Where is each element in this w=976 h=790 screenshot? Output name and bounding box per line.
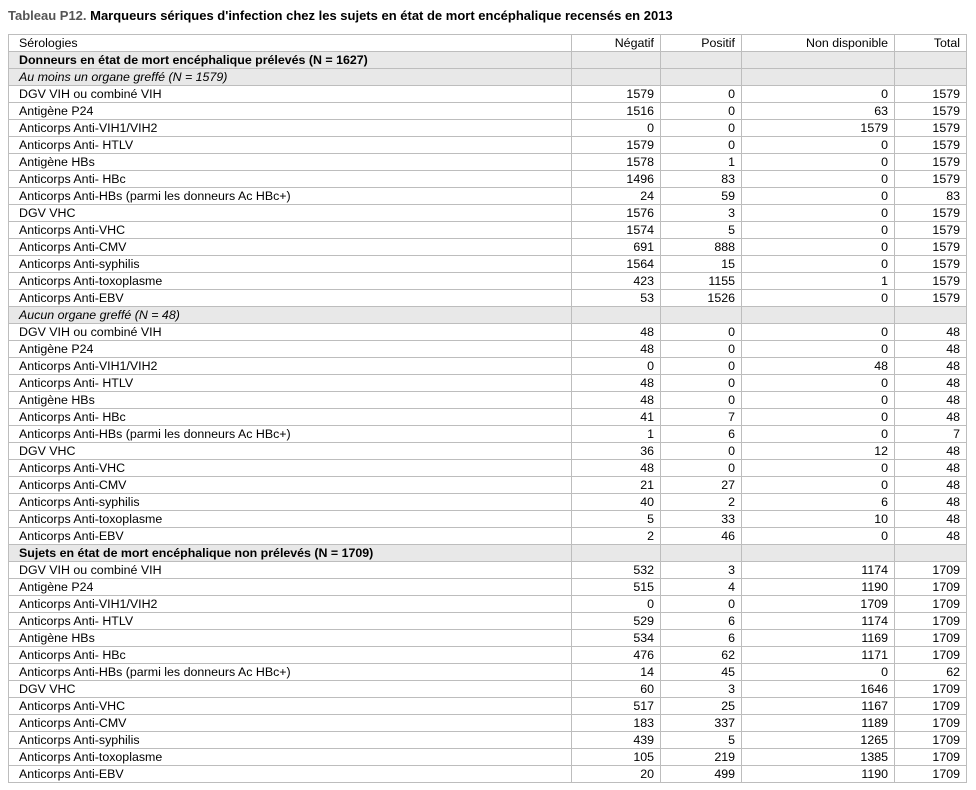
cell-total: 1709: [895, 630, 967, 647]
cell-total: 1709: [895, 749, 967, 766]
cell-non-disponible: 0: [742, 188, 895, 205]
table-row: [9, 137, 967, 154]
cell-negatif: 1579: [572, 86, 661, 103]
cell-non-disponible: 0: [742, 392, 895, 409]
row-label: Antigène HBs: [9, 154, 572, 171]
cell-non-disponible: 0: [742, 239, 895, 256]
row-label: Anticorps Anti-EBV: [9, 528, 572, 545]
cell-positif: 0: [661, 137, 742, 154]
table-row: [9, 239, 967, 256]
cell-non-disponible: 0: [742, 205, 895, 222]
empty-cell: [661, 307, 742, 324]
table-row: [9, 256, 967, 273]
row-label: DGV VHC: [9, 681, 572, 698]
cell-negatif: 515: [572, 579, 661, 596]
cell-non-disponible: 0: [742, 256, 895, 273]
cell-negatif: 41: [572, 409, 661, 426]
cell-total: 48: [895, 443, 967, 460]
section-row: [9, 545, 967, 562]
cell-total: 1579: [895, 86, 967, 103]
cell-non-disponible: 1189: [742, 715, 895, 732]
table-row: [9, 749, 967, 766]
table-row: [9, 443, 967, 460]
row-label: Anticorps Anti-HBs (parmi les donneurs Ac HBc+): [9, 188, 572, 205]
cell-total: 1709: [895, 596, 967, 613]
row-label: Anticorps Anti-VHC: [9, 460, 572, 477]
cell-negatif: 53: [572, 290, 661, 307]
row-label: Anticorps Anti- HBc: [9, 409, 572, 426]
table-row: [9, 86, 967, 103]
cell-positif: 0: [661, 460, 742, 477]
section-label: Sujets en état de mort encéphalique non prélevés (N = 1709): [9, 545, 572, 562]
cell-positif: 27: [661, 477, 742, 494]
cell-negatif: 534: [572, 630, 661, 647]
row-label: Anticorps Anti-VHC: [9, 698, 572, 715]
header-cell-total: Total: [895, 35, 967, 52]
empty-cell: [572, 307, 661, 324]
cell-total: 1709: [895, 647, 967, 664]
cell-negatif: 1496: [572, 171, 661, 188]
row-label: DGV VIH ou combiné VIH: [9, 562, 572, 579]
cell-non-disponible: 1174: [742, 562, 895, 579]
cell-total: 48: [895, 358, 967, 375]
table-row: [9, 154, 967, 171]
serology-table: [8, 34, 967, 783]
cell-total: 1579: [895, 120, 967, 137]
cell-total: 48: [895, 494, 967, 511]
table-row: [9, 613, 967, 630]
table-row: [9, 358, 967, 375]
table-row: [9, 766, 967, 783]
empty-cell: [572, 545, 661, 562]
cell-negatif: 1579: [572, 137, 661, 154]
header-row: [9, 35, 967, 52]
empty-cell: [895, 52, 967, 69]
row-label: Anticorps Anti-VIH1/VIH2: [9, 596, 572, 613]
cell-positif: 219: [661, 749, 742, 766]
cell-negatif: 1576: [572, 205, 661, 222]
cell-positif: 1526: [661, 290, 742, 307]
cell-negatif: 0: [572, 596, 661, 613]
row-label: Anticorps Anti- HBc: [9, 171, 572, 188]
table-row: [9, 409, 967, 426]
row-label: Antigène P24: [9, 341, 572, 358]
table-row: [9, 664, 967, 681]
cell-non-disponible: 63: [742, 103, 895, 120]
cell-negatif: 1: [572, 426, 661, 443]
row-label: Anticorps Anti-HBs (parmi les donneurs Ac HBc+): [9, 664, 572, 681]
cell-non-disponible: 1169: [742, 630, 895, 647]
row-label: Anticorps Anti-syphilis: [9, 256, 572, 273]
table-row: [9, 698, 967, 715]
cell-positif: 0: [661, 392, 742, 409]
section-label: Donneurs en état de mort encéphalique prélevés (N = 1627): [9, 52, 572, 69]
row-label: Anticorps Anti-toxoplasme: [9, 749, 572, 766]
cell-positif: 888: [661, 239, 742, 256]
cell-non-disponible: 1174: [742, 613, 895, 630]
table-title: [8, 8, 673, 23]
table-row: [9, 273, 967, 290]
table-row: [9, 630, 967, 647]
empty-cell: [742, 52, 895, 69]
cell-non-disponible: 0: [742, 154, 895, 171]
cell-negatif: 1516: [572, 103, 661, 120]
cell-total: 62: [895, 664, 967, 681]
cell-non-disponible: 0: [742, 528, 895, 545]
cell-non-disponible: 1: [742, 273, 895, 290]
cell-negatif: 476: [572, 647, 661, 664]
row-label: Anticorps Anti-EBV: [9, 766, 572, 783]
cell-negatif: 60: [572, 681, 661, 698]
cell-negatif: 0: [572, 120, 661, 137]
row-label: DGV VHC: [9, 205, 572, 222]
cell-non-disponible: 10: [742, 511, 895, 528]
table-row: [9, 375, 967, 392]
cell-positif: 0: [661, 120, 742, 137]
cell-negatif: 0: [572, 358, 661, 375]
row-label: Anticorps Anti-VHC: [9, 222, 572, 239]
cell-non-disponible: 1171: [742, 647, 895, 664]
cell-total: 1579: [895, 256, 967, 273]
cell-negatif: 183: [572, 715, 661, 732]
cell-non-disponible: 1646: [742, 681, 895, 698]
cell-total: 7: [895, 426, 967, 443]
cell-positif: 83: [661, 171, 742, 188]
cell-non-disponible: 12: [742, 443, 895, 460]
cell-positif: 5: [661, 732, 742, 749]
cell-total: 48: [895, 409, 967, 426]
cell-non-disponible: 0: [742, 324, 895, 341]
table-row: [9, 103, 967, 120]
cell-negatif: 691: [572, 239, 661, 256]
row-label: DGV VIH ou combiné VIH: [9, 324, 572, 341]
cell-negatif: 40: [572, 494, 661, 511]
table-row: [9, 494, 967, 511]
row-label: DGV VIH ou combiné VIH: [9, 86, 572, 103]
cell-positif: 0: [661, 103, 742, 120]
cell-positif: 499: [661, 766, 742, 783]
cell-non-disponible: 1709: [742, 596, 895, 613]
cell-non-disponible: 48: [742, 358, 895, 375]
cell-positif: 33: [661, 511, 742, 528]
cell-negatif: 14: [572, 664, 661, 681]
cell-positif: 3: [661, 681, 742, 698]
cell-total: 1579: [895, 239, 967, 256]
empty-cell: [572, 69, 661, 86]
cell-non-disponible: 0: [742, 290, 895, 307]
table-row: [9, 681, 967, 698]
cell-total: 1709: [895, 732, 967, 749]
cell-total: 48: [895, 511, 967, 528]
cell-total: 48: [895, 324, 967, 341]
cell-positif: 0: [661, 341, 742, 358]
row-label: Antigène HBs: [9, 392, 572, 409]
cell-negatif: 517: [572, 698, 661, 715]
cell-total: 1579: [895, 273, 967, 290]
empty-cell: [742, 545, 895, 562]
table-row: [9, 732, 967, 749]
empty-cell: [742, 307, 895, 324]
table-row: [9, 477, 967, 494]
cell-total: 1709: [895, 579, 967, 596]
row-label: Anticorps Anti-CMV: [9, 239, 572, 256]
cell-positif: 7: [661, 409, 742, 426]
row-label: Anticorps Anti- HBc: [9, 647, 572, 664]
cell-non-disponible: 6: [742, 494, 895, 511]
header-cell-positif: Positif: [661, 35, 742, 52]
header-cell-non-disponible: Non disponible: [742, 35, 895, 52]
cell-positif: 15: [661, 256, 742, 273]
row-label: Anticorps Anti-CMV: [9, 715, 572, 732]
cell-negatif: 48: [572, 341, 661, 358]
cell-positif: 25: [661, 698, 742, 715]
cell-positif: 3: [661, 205, 742, 222]
table-row: [9, 511, 967, 528]
table-caption: Marqueurs sériques d'infection chez les sujets en état de mort encéphalique recensés en 2013: [86, 8, 673, 23]
cell-negatif: 48: [572, 375, 661, 392]
cell-total: 83: [895, 188, 967, 205]
table-row: [9, 341, 967, 358]
cell-negatif: 24: [572, 188, 661, 205]
cell-total: 1709: [895, 698, 967, 715]
row-label: Anticorps Anti-EBV: [9, 290, 572, 307]
empty-cell: [572, 52, 661, 69]
row-label: Anticorps Anti- HTLV: [9, 137, 572, 154]
row-label: Anticorps Anti-VIH1/VIH2: [9, 358, 572, 375]
cell-non-disponible: 0: [742, 477, 895, 494]
cell-positif: 337: [661, 715, 742, 732]
section-row: [9, 52, 967, 69]
subsection-row: [9, 69, 967, 86]
cell-negatif: 529: [572, 613, 661, 630]
cell-positif: 5: [661, 222, 742, 239]
cell-negatif: 36: [572, 443, 661, 460]
cell-negatif: 20: [572, 766, 661, 783]
cell-positif: 0: [661, 324, 742, 341]
subsection-row: [9, 307, 967, 324]
cell-total: 48: [895, 460, 967, 477]
cell-total: 1579: [895, 137, 967, 154]
empty-cell: [895, 545, 967, 562]
cell-total: 48: [895, 392, 967, 409]
cell-negatif: 105: [572, 749, 661, 766]
table-row: [9, 460, 967, 477]
row-label: Anticorps Anti-HBs (parmi les donneurs Ac HBc+): [9, 426, 572, 443]
cell-total: 1709: [895, 766, 967, 783]
cell-negatif: 439: [572, 732, 661, 749]
cell-total: 1579: [895, 290, 967, 307]
empty-cell: [661, 52, 742, 69]
cell-total: 1579: [895, 171, 967, 188]
cell-non-disponible: 0: [742, 222, 895, 239]
cell-total: 1579: [895, 103, 967, 120]
table-row: [9, 579, 967, 596]
cell-non-disponible: 0: [742, 137, 895, 154]
cell-non-disponible: 1190: [742, 766, 895, 783]
cell-total: 48: [895, 528, 967, 545]
table-row: [9, 426, 967, 443]
cell-total: 48: [895, 477, 967, 494]
empty-cell: [895, 307, 967, 324]
cell-positif: 1: [661, 154, 742, 171]
row-label: Anticorps Anti-syphilis: [9, 732, 572, 749]
cell-positif: 2: [661, 494, 742, 511]
empty-cell: [895, 69, 967, 86]
table-row: [9, 562, 967, 579]
cell-non-disponible: 0: [742, 460, 895, 477]
empty-cell: [661, 69, 742, 86]
cell-total: 48: [895, 375, 967, 392]
cell-non-disponible: 0: [742, 426, 895, 443]
cell-total: 1579: [895, 154, 967, 171]
cell-positif: 46: [661, 528, 742, 545]
cell-negatif: 48: [572, 392, 661, 409]
table-row: [9, 715, 967, 732]
row-label: DGV VHC: [9, 443, 572, 460]
cell-positif: 6: [661, 613, 742, 630]
cell-non-disponible: 0: [742, 171, 895, 188]
row-label: Anticorps Anti- HTLV: [9, 613, 572, 630]
empty-cell: [742, 69, 895, 86]
cell-positif: 6: [661, 426, 742, 443]
row-label: Anticorps Anti-VIH1/VIH2: [9, 120, 572, 137]
cell-non-disponible: 1579: [742, 120, 895, 137]
table-row: [9, 120, 967, 137]
cell-positif: 45: [661, 664, 742, 681]
cell-positif: 59: [661, 188, 742, 205]
cell-positif: 1155: [661, 273, 742, 290]
cell-total: 1579: [895, 205, 967, 222]
cell-positif: 3: [661, 562, 742, 579]
cell-positif: 62: [661, 647, 742, 664]
cell-negatif: 48: [572, 324, 661, 341]
cell-non-disponible: 1385: [742, 749, 895, 766]
table-row: [9, 324, 967, 341]
subsection-label: Au moins un organe greffé (N = 1579): [9, 69, 572, 86]
table-number: Tableau P12.: [8, 8, 87, 23]
cell-total: 1709: [895, 613, 967, 630]
table-row: [9, 205, 967, 222]
cell-positif: 4: [661, 579, 742, 596]
cell-negatif: 1574: [572, 222, 661, 239]
row-label: Anticorps Anti- HTLV: [9, 375, 572, 392]
row-label: Anticorps Anti-toxoplasme: [9, 273, 572, 290]
cell-negatif: 21: [572, 477, 661, 494]
cell-non-disponible: 1167: [742, 698, 895, 715]
row-label: Anticorps Anti-CMV: [9, 477, 572, 494]
cell-negatif: 532: [572, 562, 661, 579]
cell-positif: 0: [661, 358, 742, 375]
row-label: Anticorps Anti-syphilis: [9, 494, 572, 511]
row-label: Antigène P24: [9, 579, 572, 596]
cell-negatif: 48: [572, 460, 661, 477]
cell-total: 1709: [895, 681, 967, 698]
cell-total: 48: [895, 341, 967, 358]
cell-non-disponible: 0: [742, 341, 895, 358]
header-cell-negatif: Négatif: [572, 35, 661, 52]
cell-positif: 0: [661, 86, 742, 103]
table-row: [9, 528, 967, 545]
table-row: [9, 188, 967, 205]
cell-non-disponible: 1265: [742, 732, 895, 749]
cell-total: 1579: [895, 222, 967, 239]
subsection-label: Aucun organe greffé (N = 48): [9, 307, 572, 324]
cell-non-disponible: 0: [742, 375, 895, 392]
cell-total: 1709: [895, 562, 967, 579]
cell-non-disponible: 0: [742, 86, 895, 103]
row-label: Antigène HBs: [9, 630, 572, 647]
cell-positif: 0: [661, 596, 742, 613]
cell-positif: 0: [661, 443, 742, 460]
cell-non-disponible: 0: [742, 409, 895, 426]
cell-total: 1709: [895, 715, 967, 732]
table-row: [9, 290, 967, 307]
table-row: [9, 392, 967, 409]
cell-negatif: 1564: [572, 256, 661, 273]
cell-negatif: 1578: [572, 154, 661, 171]
empty-cell: [661, 545, 742, 562]
table-row: [9, 647, 967, 664]
cell-positif: 6: [661, 630, 742, 647]
cell-negatif: 5: [572, 511, 661, 528]
table-row: [9, 171, 967, 188]
cell-positif: 0: [661, 375, 742, 392]
cell-non-disponible: 0: [742, 664, 895, 681]
cell-negatif: 423: [572, 273, 661, 290]
row-label: Antigène P24: [9, 103, 572, 120]
table-row: [9, 222, 967, 239]
header-cell-serologies: Sérologies: [9, 35, 572, 52]
table-row: [9, 596, 967, 613]
row-label: Anticorps Anti-toxoplasme: [9, 511, 572, 528]
cell-negatif: 2: [572, 528, 661, 545]
cell-non-disponible: 1190: [742, 579, 895, 596]
